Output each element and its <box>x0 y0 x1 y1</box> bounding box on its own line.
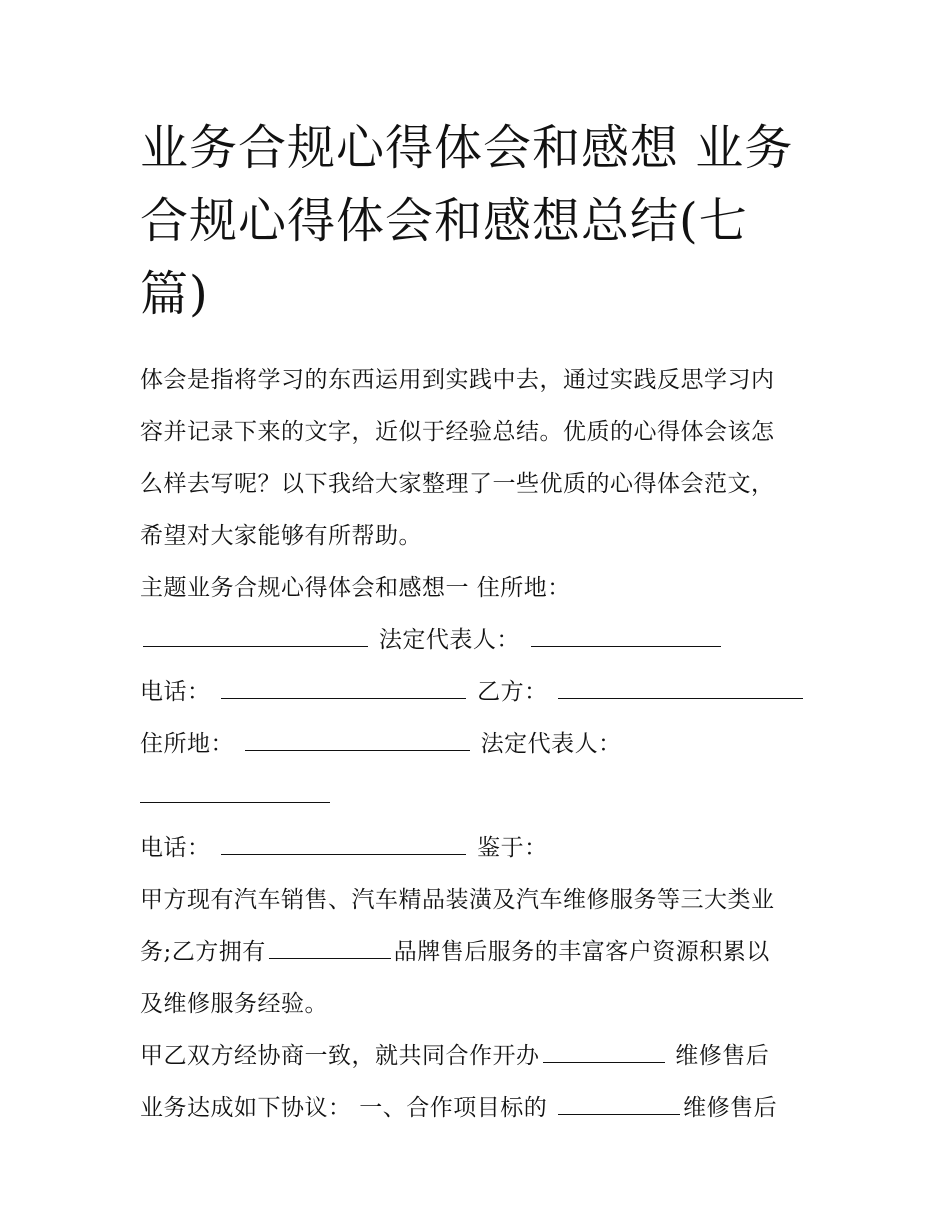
legal-rep-label-2: 法定代表人： <box>480 731 622 757</box>
title-line-3: 篇) <box>140 266 209 322</box>
para-b-line-2 <box>140 1082 830 1134</box>
party-b-blank[interactable] <box>558 676 803 699</box>
phone-label-2: 电话： <box>140 835 211 861</box>
intro-line-3: 么样去写呢？以下我给大家整理了一些优质的心得体会范文， <box>140 471 775 497</box>
para-a-line-2 <box>140 926 830 978</box>
form-line-address <box>140 718 830 770</box>
para-b-text-2: 维修售后 <box>667 1043 770 1069</box>
address-label: 住所地： <box>140 731 234 757</box>
phone-blank[interactable] <box>221 676 466 699</box>
form-line-phone-2 <box>140 822 830 874</box>
form-line-phone <box>140 666 830 718</box>
project-blank[interactable] <box>558 1092 680 1115</box>
address-blank-2[interactable] <box>245 728 470 751</box>
title-line-2: 合规心得体会和感想总结(七 <box>140 193 748 249</box>
document-title <box>140 112 830 331</box>
para-a-text-2: 品牌售后服务的丰富客户资源积累以 <box>393 939 770 965</box>
form-line-legal-rep <box>140 614 830 666</box>
phone-blank-2[interactable] <box>221 832 466 855</box>
intro-line-1: 体会是指将学习的东西运用到实践中去，通过实践反思学习内 <box>140 367 775 393</box>
para-b-text-1: 甲乙双方经协商一致，就共同合作开办 <box>140 1043 540 1069</box>
legal-rep-blank-2[interactable] <box>140 780 330 803</box>
para-b-line-1 <box>140 1030 830 1082</box>
para-b-text-3: 业务达成如下协议： 一、合作项目标的 <box>140 1095 556 1121</box>
brand-blank[interactable] <box>269 936 391 959</box>
legal-rep-blank[interactable] <box>531 624 721 647</box>
para-b-text-4: 维修售后 <box>683 1095 778 1121</box>
form-line-legal-rep-blank <box>140 770 830 822</box>
legal-rep-label: 法定代表人： <box>378 627 520 653</box>
para-a-text-1: 务;乙方拥有 <box>140 939 266 965</box>
document-body <box>140 354 830 1134</box>
address-blank[interactable] <box>143 624 368 647</box>
party-b-label: 乙方： <box>477 679 548 705</box>
para-a-line-1: 甲方现有汽车销售、汽车精品装潢及汽车维修服务等三大类业 <box>140 887 775 913</box>
theme-line: 主题业务合规心得体会和感想一 住所地： <box>140 575 571 601</box>
intro-line-4: 希望对大家能够有所帮助。 <box>140 523 422 549</box>
para-a-line-3: 及维修服务经验。 <box>140 991 328 1017</box>
intro-line-2: 容并记录下来的文字，近似于经验总结。优质的心得体会该怎 <box>140 419 775 445</box>
whereas-label: 鉴于： <box>477 835 548 861</box>
cooperation-blank[interactable] <box>543 1040 665 1063</box>
phone-label: 电话： <box>140 679 211 705</box>
title-line-1: 业务合规心得体会和感想 业务 <box>140 120 794 176</box>
